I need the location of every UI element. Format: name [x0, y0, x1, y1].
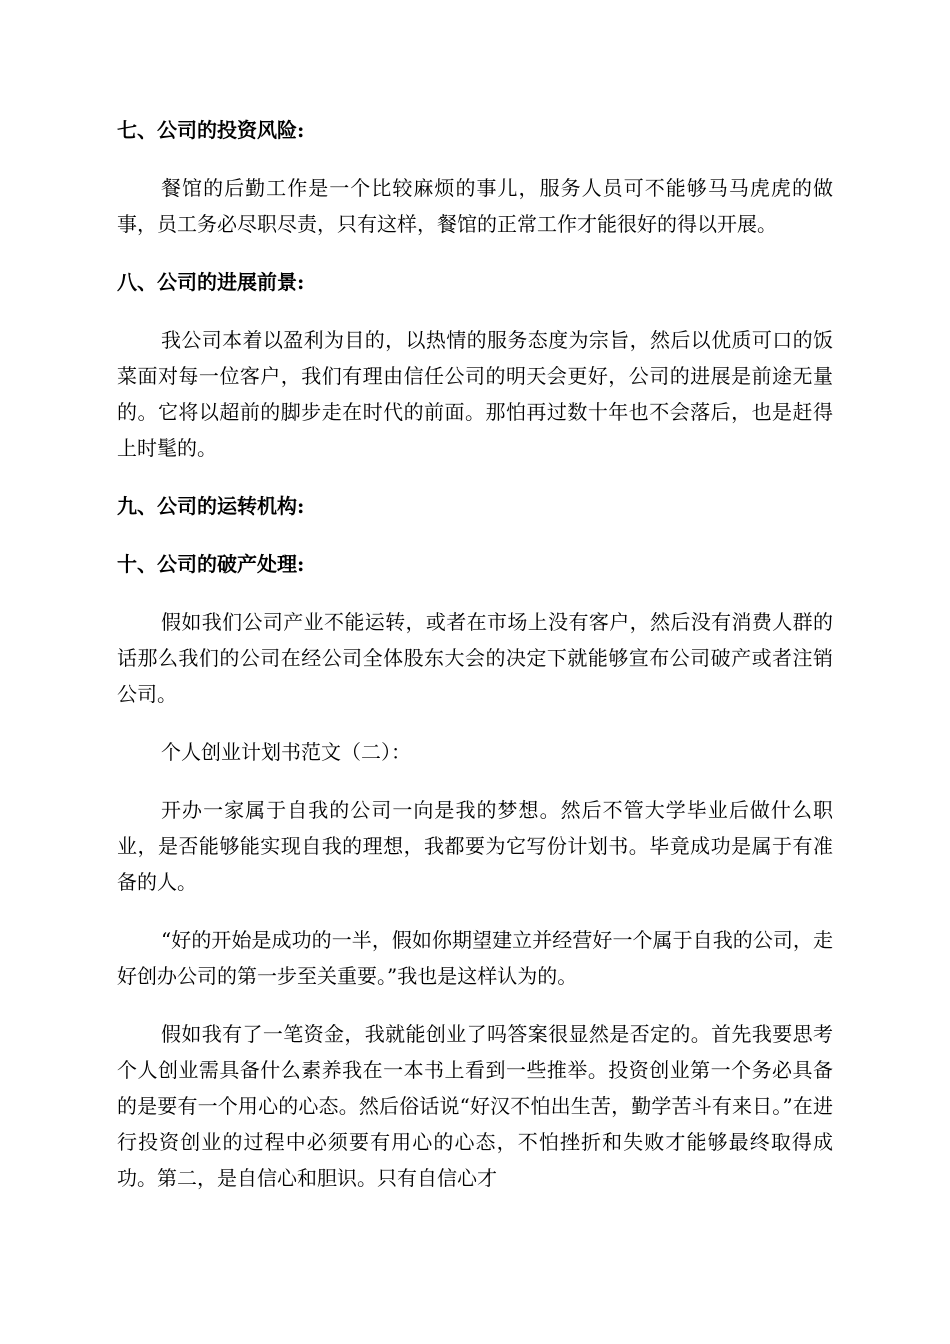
para-dream: 开办一家属于自我的公司一向是我的梦想。然后不管大学毕业后做什么职业，是否能够能实现自我的理想，我都要为它写份计划书。毕竟成功是属于有准备的人。 [117, 798, 833, 894]
heading-operating-structure: 九、公司的运转机构: [117, 494, 305, 518]
para-bankruptcy: 假如我们公司产业不能运转，或者在市场上没有客户，然后没有消费人群的话那么我们的公司在经公司全体股东大会的决定下就能够宣布公司破产或者注销公司。 [117, 610, 833, 706]
para-development-prospect: 我公司本着以盈利为目的，以热情的服务态度为宗旨，然后以优质可口的饭菜面对每一位客户，我们有理由信任公司的明天会更好，公司的进展是前途无量的。它将以超前的脚步走在时代的前面。那怕再过数十年也不会落后，也是赶得上时髦的。 [117, 328, 833, 460]
para-quote: “好的开始是成功的一半，假如你期望建立并经营好一个属于自我的公司，走好创办公司的第一步至关重要。”我也是这样认为的。 [117, 928, 833, 988]
para-investment-risk: 餐馆的后勤工作是一个比较麻烦的事儿，服务人员可不能够马马虎虎的做事，员工务必尽职尽责，只有这样，餐馆的正常工作才能很好的得以开展。 [117, 176, 833, 236]
document-body [117, 112, 833, 1218]
heading-development-prospect: 八、公司的进展前景: [117, 270, 305, 294]
para-funds: 假如我有了一笔资金，我就能创业了吗答案很显然是否定的。首先我要思考个人创业需具备什么素养我在一本书上看到一些推举。投资创业第一个务必具备的是要有一个用心的心态。然后俗话说“好汉不怕出生苦，勤学苦斗有来日。”在进行投资创业的过程中必须要有用心的心态，不怕挫折和失败才能够最终取得成功。第二，是自信心和胆识。只有自信心才 [117, 1022, 833, 1190]
heading-bankruptcy: 十、公司的破产处理: [117, 552, 305, 576]
heading-investment-risk: 七、公司的投资风险: [117, 118, 305, 142]
para-sample-two-title: 个人创业计划书范文（二）： [161, 740, 411, 764]
